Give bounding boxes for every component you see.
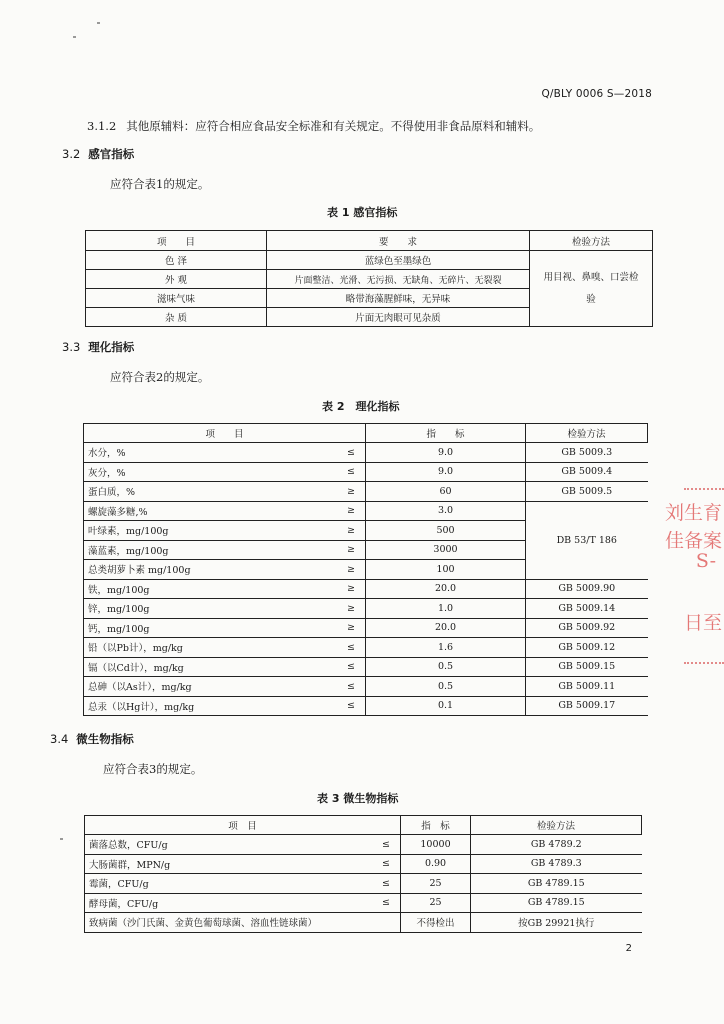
table2-cell-method: GB 5009.90 (526, 579, 648, 599)
table3-cell-method: GB 4789.15 (471, 874, 642, 894)
table2 (83, 423, 648, 716)
table2-cell-value: 9.0 (366, 443, 526, 463)
section-3-3-heading (62, 339, 134, 355)
table1-cell-requirement: 片面无肉眼可见杂质 (267, 308, 530, 327)
scan-speck (73, 36, 76, 38)
table1-header-row (86, 231, 653, 251)
stamp-text: 日至 (683, 612, 722, 634)
table2-cell-value: 0.5 (366, 677, 526, 697)
table1-cell-item: 杂 质 (86, 308, 267, 327)
table2-cell-item: 灰分，% (84, 462, 324, 482)
table3-cell-value: 不得检出 (401, 913, 471, 933)
table3-header-method: 检验方法 (471, 816, 642, 835)
stamp-text: S- (695, 550, 716, 572)
table2-cell-symbol: ≤ (324, 638, 366, 658)
table2-cell-method: GB 5009.3 (526, 443, 648, 463)
table2-cell-symbol: ≥ (324, 521, 366, 541)
table3-cell-method: GB 4789.2 (471, 835, 642, 855)
table-row (84, 696, 648, 716)
table2-cell-value: 1.0 (366, 599, 526, 619)
table2-cell-value: 20.0 (366, 579, 526, 599)
section-number: 3.4 (50, 732, 69, 746)
section-title: 感官指标 (88, 147, 135, 161)
table3-cell-item: 菌落总数，CFU/g (85, 835, 349, 855)
table3-cell-symbol: ≤ (349, 835, 401, 855)
section-title: 微生物指标 (76, 732, 134, 746)
table-row (84, 501, 648, 521)
table3-cell-value: 0.90 (401, 854, 471, 874)
table2-cell-value: 1.6 (366, 638, 526, 658)
table3-header-value: 指 标 (401, 816, 471, 835)
section-3-2-body: 应符合表1的规定。 (110, 177, 210, 191)
table1-header-item: 项 目 (86, 231, 267, 251)
table2-caption: 表 2 理化指标 (322, 400, 400, 413)
clause-3-1-2 (87, 118, 540, 134)
filing-stamp (664, 488, 724, 664)
table2-cell-item: 蛋白质，% (84, 482, 324, 502)
table3-cell-symbol: ≤ (349, 893, 401, 913)
table2-cell-value: 3.0 (366, 501, 526, 521)
table2-cell-symbol: ≥ (324, 599, 366, 619)
table2-cell-value: 500 (366, 521, 526, 541)
table2-cell-method-merged: DB 53/T 186 (526, 501, 648, 579)
table2-cell-value: 100 (366, 560, 526, 580)
table2-cell-item: 总类胡萝卜素 mg/100g (84, 560, 324, 580)
section-number: 3.2 (62, 147, 81, 161)
table2-cell-item: 螺旋藻多糖,% (84, 501, 324, 521)
table2-cell-symbol: ≤ (324, 657, 366, 677)
section-3-4-body: 应符合表3的规定。 (103, 762, 203, 776)
table-row (85, 874, 642, 894)
table-row (84, 657, 648, 677)
table2-cell-value: 60 (366, 482, 526, 502)
table1-cell-method: 用目视、鼻嗅、口尝检验 (530, 251, 653, 327)
table-row (84, 482, 648, 502)
table2-cell-item: 钙，mg/100g (84, 618, 324, 638)
section-3-3-body: 应符合表2的规定。 (110, 370, 210, 384)
table3-cell-symbol: ≤ (349, 874, 401, 894)
table1-cell-requirement: 片面整洁、光滑、无污损、无缺角、无碎片、无裂裂 (267, 270, 530, 289)
table2-cell-method: GB 5009.92 (526, 618, 648, 638)
table2-cell-symbol: ≥ (324, 501, 366, 521)
table2-cell-value: 9.0 (366, 462, 526, 482)
table2-cell-method: GB 5009.12 (526, 638, 648, 658)
table-row (84, 638, 648, 658)
table1-header-requirement: 要 求 (267, 231, 530, 251)
table1-cell-requirement: 蓝绿色至墨绿色 (267, 251, 530, 270)
table2-cell-symbol: ≥ (324, 482, 366, 502)
table2-cell-item: 锌，mg/100g (84, 599, 324, 619)
table-row (85, 913, 642, 933)
table2-header-item: 项 目 (84, 424, 366, 443)
table2-cell-method: GB 5009.14 (526, 599, 648, 619)
table2-cell-method: GB 5009.5 (526, 482, 648, 502)
table-row (85, 835, 642, 855)
table3-cell-item: 大肠菌群，MPN/g (85, 854, 349, 874)
table2-cell-method: GB 5009.17 (526, 696, 648, 716)
table2-cell-value: 20.0 (366, 618, 526, 638)
table2-header-method: 检验方法 (526, 424, 648, 443)
table2-cell-symbol: ≤ (324, 677, 366, 697)
page-number: 2 (625, 943, 632, 954)
table-row (85, 854, 642, 874)
table2-cell-symbol: ≤ (324, 462, 366, 482)
table3-cell-item: 致病菌（沙门氏菌、金黄色葡萄球菌、溶血性链球菌） (85, 913, 401, 933)
table-row (84, 443, 648, 463)
table2-cell-value: 0.5 (366, 657, 526, 677)
table-row (84, 579, 648, 599)
standard-code: Q/BLY 0006 S—2018 (541, 88, 652, 100)
stamp-text: 刘生育 (664, 502, 722, 524)
table3-cell-symbol: ≤ (349, 854, 401, 874)
table2-cell-value: 3000 (366, 540, 526, 560)
table2-cell-method: GB 5009.11 (526, 677, 648, 697)
table1-cell-item: 色 泽 (86, 251, 267, 270)
table1-header-method: 检验方法 (530, 231, 653, 251)
table3 (84, 815, 642, 933)
section-title: 理化指标 (88, 340, 135, 354)
section-number: 3.3 (62, 340, 81, 354)
table2-cell-item: 镉（以Cd计），mg/kg (84, 657, 324, 677)
table3-cell-method: 按GB 29921执行 (471, 913, 642, 933)
table2-cell-item: 铁，mg/100g (84, 579, 324, 599)
scan-speck (60, 838, 63, 840)
section-3-4-heading (50, 731, 134, 747)
table2-cell-symbol: ≥ (324, 560, 366, 580)
table3-header-item: 项 目 (85, 816, 401, 835)
table2-cell-item: 叶绿素，mg/100g (84, 521, 324, 541)
table-row (84, 599, 648, 619)
table2-header-value: 指 标 (366, 424, 526, 443)
table1-cell-item: 外 观 (86, 270, 267, 289)
table2-cell-method: GB 5009.4 (526, 462, 648, 482)
table3-cell-value: 25 (401, 893, 471, 913)
table2-cell-item: 铅（以Pb计），mg/kg (84, 638, 324, 658)
table-row (84, 462, 648, 482)
table2-cell-item: 总汞（以Hg计），mg/kg (84, 696, 324, 716)
table2-cell-symbol: ≥ (324, 579, 366, 599)
table2-cell-item: 水分，% (84, 443, 324, 463)
table2-cell-symbol: ≤ (324, 696, 366, 716)
clause-text: 其他原辅料：应符合相应食品安全标准和有关规定。不得使用非食品原料和辅料。 (126, 119, 541, 133)
table3-cell-value: 10000 (401, 835, 471, 855)
section-3-2-heading (62, 146, 134, 162)
table2-cell-item: 总砷（以As计），mg/kg (84, 677, 324, 697)
table2-cell-method: GB 5009.15 (526, 657, 648, 677)
table2-cell-symbol: ≥ (324, 618, 366, 638)
table2-cell-symbol: ≥ (324, 540, 366, 560)
table3-cell-item: 霉菌，CFU/g (85, 874, 349, 894)
table3-cell-method: GB 4789.15 (471, 893, 642, 913)
table3-header-row (85, 816, 642, 835)
table1-caption: 表 1 感官指标 (327, 206, 398, 219)
table1 (85, 230, 653, 327)
table2-cell-symbol: ≤ (324, 443, 366, 463)
clause-number: 3.1.2 (87, 119, 117, 133)
scan-speck (97, 22, 100, 24)
table3-cell-method: GB 4789.3 (471, 854, 642, 874)
table-row (84, 618, 648, 638)
table2-cell-item: 藻蓝素，mg/100g (84, 540, 324, 560)
table3-cell-item: 酵母菌，CFU/g (85, 893, 349, 913)
table2-cell-value: 0.1 (366, 696, 526, 716)
table3-caption: 表 3 微生物指标 (317, 792, 399, 805)
table2-header-row (84, 424, 648, 443)
stamp-text: 佳备案 (664, 530, 722, 552)
table-row (86, 251, 653, 270)
table3-cell-value: 25 (401, 874, 471, 894)
table-row (85, 893, 642, 913)
table-row (84, 677, 648, 697)
table1-cell-item: 滋味气味 (86, 289, 267, 308)
table1-cell-requirement: 略带海藻腥鲜味，无异味 (267, 289, 530, 308)
